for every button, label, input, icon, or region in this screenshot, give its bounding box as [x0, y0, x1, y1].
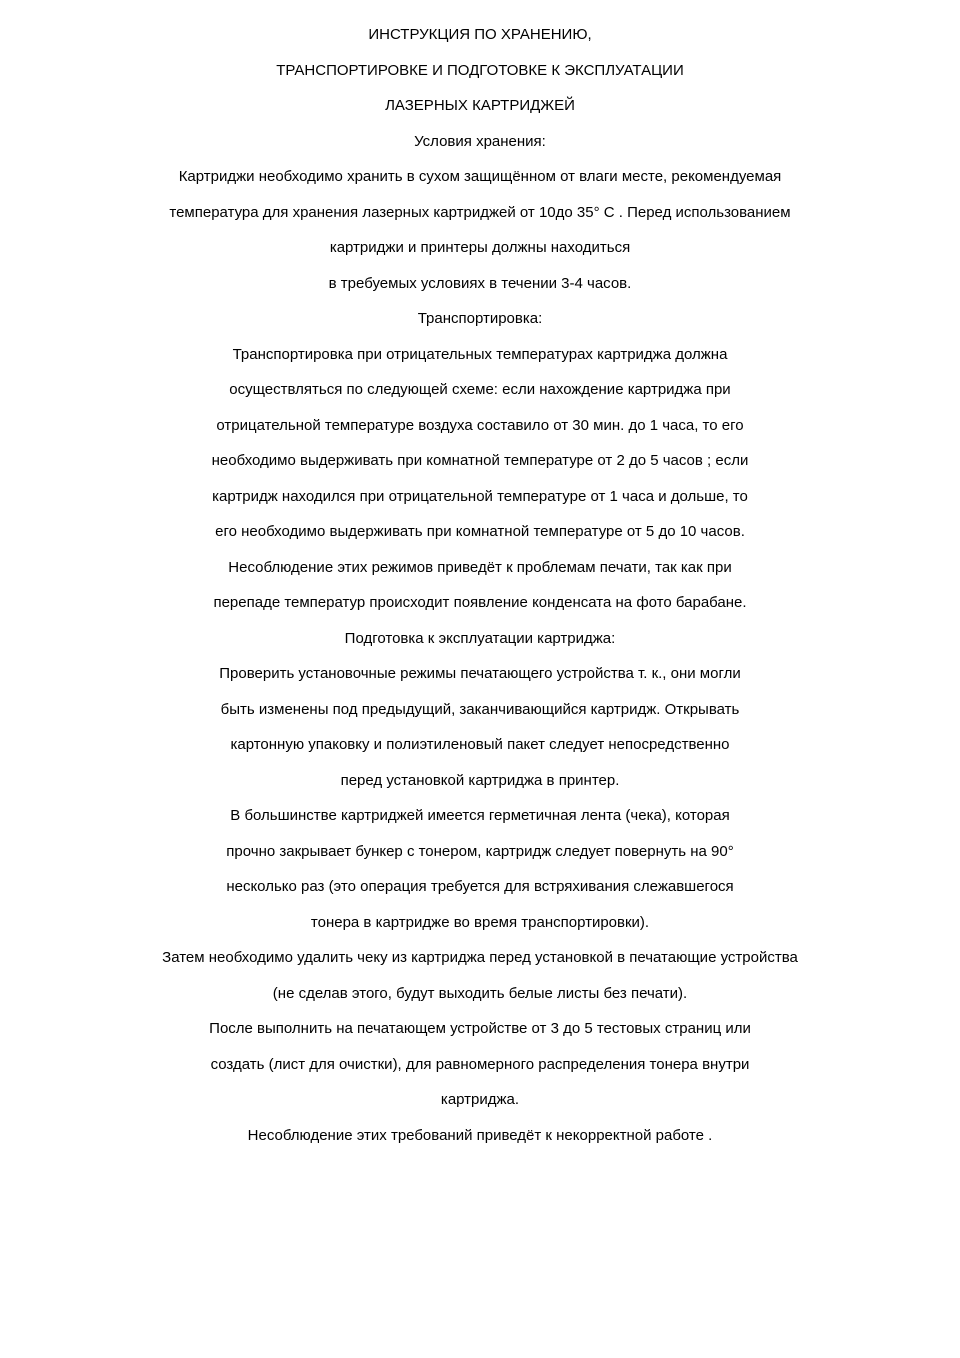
text-line: (не сделав этого, будут выходить белые листы без печати). — [272, 984, 688, 1002]
text-line: Проверить установочные режимы печатающего устройства т. к., они могли — [219, 665, 741, 682]
text-line: прочно закрывает бункер с тонером, картридж следует повернуть на 90° — [226, 842, 734, 860]
text-line: быть изменены под предыдущий, заканчивающийся картридж. Открывать — [220, 700, 740, 718]
text-line: картонную упаковку и полиэтиленовый пакет следует непосредственно — [230, 736, 730, 753]
text-line: После выполнить на печатающем устройстве от 3 до 5 тестовых страниц или — [209, 1020, 751, 1037]
text-line: Картриджи необходимо хранить в сухом защищённом от влаги месте, рекомендуемая — [178, 168, 782, 185]
text-line: создать (лист для очистки), для равномерного распределения тонера внутри — [210, 1055, 750, 1073]
text-line: В большинстве картриджей имеется герметичная лента (чека), которая — [230, 807, 730, 824]
text-line: Несоблюдение этих режимов приведёт к проблемам печати, так как при — [228, 558, 732, 576]
text-line: картриджи и принтеры должны находиться — [329, 239, 631, 256]
text-line: необходимо выдерживать при комнатной температуре от 2 до 5 часов ; если — [211, 452, 749, 469]
text-line: температура для хранения лазерных картриджей от 10до 35° С . Перед использованием — [169, 203, 791, 221]
section-heading-preparation: Подготовка к эксплуатации картриджа: — [344, 629, 616, 647]
document-title-line: ИНСТРУКЦИЯ ПО ХРАНЕНИЮ, — [368, 26, 592, 43]
section-heading-transport: Транспортировка: — [417, 310, 543, 327]
text-line: его необходимо выдерживать при комнатной температуре от 5 до 10 часов. — [215, 523, 745, 540]
section-heading-storage: Условия хранения: — [414, 132, 546, 150]
text-line: картридж находился при отрицательной температуре от 1 часа и дольше, то — [212, 487, 748, 505]
text-line: перед установкой картриджа в принтер. — [340, 771, 620, 789]
text-line: картриджа. — [440, 1091, 520, 1108]
text-line: тонера в картридже во время транспортировки). — [310, 913, 650, 931]
text-line: Несоблюдение этих требований приведёт к некорректной работе . — [247, 1126, 713, 1144]
text-line: несколько раз (это операция требуется для встряхивания слежавшегося — [226, 878, 734, 895]
text-line: Транспортировка при отрицательных температурах картриджа должна — [232, 345, 728, 363]
document-title-line: ЛАЗЕРНЫХ КАРТРИДЖЕЙ — [385, 97, 575, 114]
text-line: перепаде температур происходит появление конденсата на фото барабане. — [213, 594, 747, 611]
document-title-line: ТРАНСПОРТИРОВКЕ И ПОДГОТОВКЕ К ЭКСПЛУАТАЦИИ — [276, 61, 684, 79]
text-line: Затем необходимо удалить чеку из картриджа перед установкой в печатающие устройства — [162, 949, 798, 966]
text-line: в требуемых условиях в течении 3-4 часов. — [328, 274, 632, 292]
text-line: отрицательной температуре воздуха составило от 30 мин. до 1 часа, то его — [216, 416, 744, 434]
text-line: осуществляться по следующей схеме: если нахождение картриджа при — [229, 381, 731, 398]
